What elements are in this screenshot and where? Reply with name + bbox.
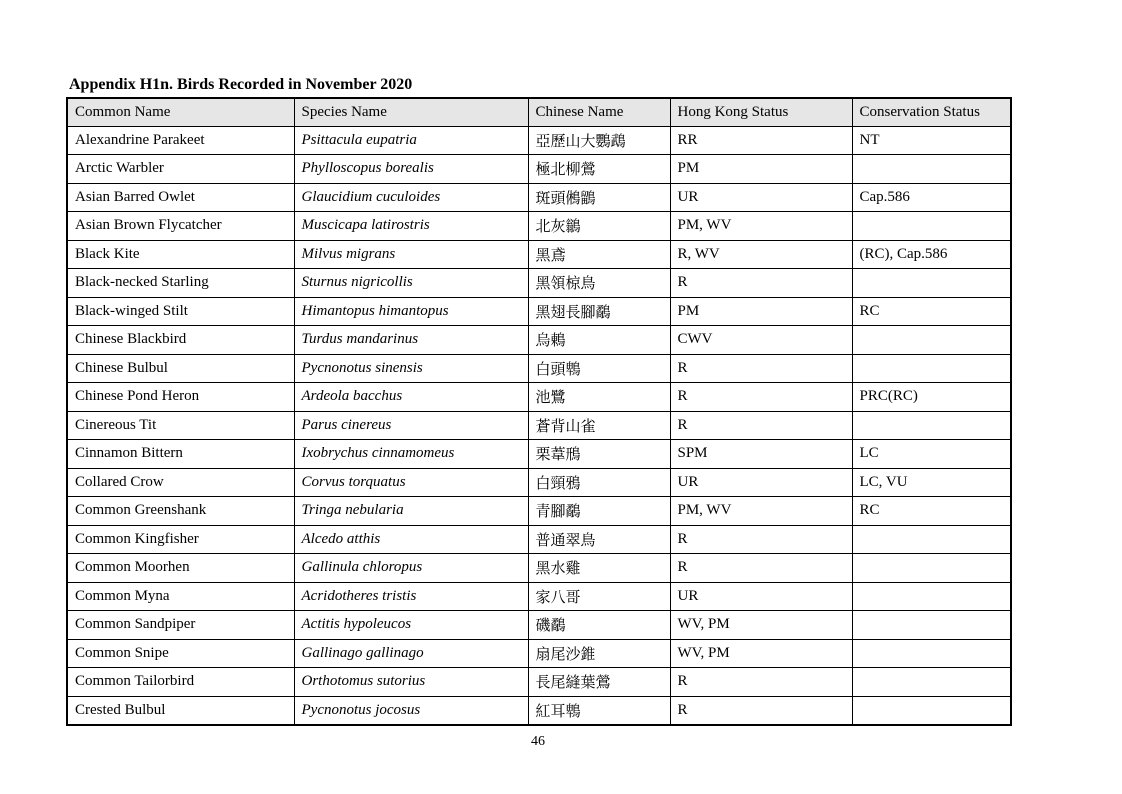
hk-status-cell: PM, WV — [670, 212, 852, 241]
chinese-name-cell: 白頭鵯 — [528, 354, 670, 383]
table-row — [67, 269, 1011, 298]
column-header-species-name: Species Name — [294, 98, 528, 127]
table-row — [67, 582, 1011, 611]
common-name-cell: Common Sandpiper — [67, 611, 294, 640]
column-header-common-name: Common Name — [67, 98, 294, 127]
hk-status-cell: R — [670, 411, 852, 440]
species-name-cell: Pycnonotus jocosus — [294, 696, 528, 725]
column-header-hong-kong-status: Hong Kong Status — [670, 98, 852, 127]
hk-status-cell: R — [670, 554, 852, 583]
hk-status-cell: PM — [670, 297, 852, 326]
hk-status-cell: R, WV — [670, 240, 852, 269]
common-name-cell: Asian Brown Flycatcher — [67, 212, 294, 241]
common-name-cell: Cinereous Tit — [67, 411, 294, 440]
chinese-name-cell: 黑領椋鳥 — [528, 269, 670, 298]
conservation-status-cell: LC — [852, 440, 1011, 469]
species-name-cell: Himantopus himantopus — [294, 297, 528, 326]
conservation-status-cell — [852, 411, 1011, 440]
document-page — [66, 76, 1010, 750]
table-row — [67, 639, 1011, 668]
species-name-cell: Tringa nebularia — [294, 497, 528, 526]
chinese-name-cell: 磯鷸 — [528, 611, 670, 640]
page-title: Appendix H1n. Birds Recorded in November 2020 — [69, 76, 413, 93]
conservation-status-cell — [852, 611, 1011, 640]
species-name-cell: Psittacula eupatria — [294, 126, 528, 155]
conservation-status-cell — [852, 525, 1011, 554]
conservation-status-cell: RC — [852, 297, 1011, 326]
hk-status-cell: SPM — [670, 440, 852, 469]
common-name-cell: Chinese Bulbul — [67, 354, 294, 383]
conservation-status-cell — [852, 582, 1011, 611]
species-name-cell: Gallinula chloropus — [294, 554, 528, 583]
species-name-cell: Acridotheres tristis — [294, 582, 528, 611]
common-name-cell: Common Snipe — [67, 639, 294, 668]
conservation-status-cell: PRC(RC) — [852, 383, 1011, 412]
hk-status-cell: CWV — [670, 326, 852, 355]
table-row — [67, 155, 1011, 184]
hk-status-cell: PM, WV — [670, 497, 852, 526]
hk-status-cell: RR — [670, 126, 852, 155]
hk-status-cell: WV, PM — [670, 611, 852, 640]
species-name-cell: Alcedo atthis — [294, 525, 528, 554]
conservation-status-cell — [852, 155, 1011, 184]
common-name-cell: Black Kite — [67, 240, 294, 269]
hk-status-cell: R — [670, 525, 852, 554]
species-name-cell: Ixobrychus cinnamomeus — [294, 440, 528, 469]
chinese-name-cell: 紅耳鵯 — [528, 696, 670, 725]
column-header-conservation-status: Conservation Status — [852, 98, 1011, 127]
conservation-status-cell — [852, 212, 1011, 241]
chinese-name-cell: 烏鶇 — [528, 326, 670, 355]
species-name-cell: Turdus mandarinus — [294, 326, 528, 355]
chinese-name-cell: 蒼背山雀 — [528, 411, 670, 440]
chinese-name-cell: 栗葦鳽 — [528, 440, 670, 469]
table-row — [67, 525, 1011, 554]
hk-status-cell: WV, PM — [670, 639, 852, 668]
chinese-name-cell: 黑水雞 — [528, 554, 670, 583]
table-row — [67, 383, 1011, 412]
species-name-cell: Actitis hypoleucos — [294, 611, 528, 640]
common-name-cell: Common Kingfisher — [67, 525, 294, 554]
conservation-status-cell — [852, 554, 1011, 583]
common-name-cell: Chinese Pond Heron — [67, 383, 294, 412]
hk-status-cell: PM — [670, 155, 852, 184]
common-name-cell: Crested Bulbul — [67, 696, 294, 725]
chinese-name-cell: 北灰鶲 — [528, 212, 670, 241]
chinese-name-cell: 亞歷山大鸚鵡 — [528, 126, 670, 155]
chinese-name-cell: 長尾縫葉鶯 — [528, 668, 670, 697]
table-row — [67, 554, 1011, 583]
birds-table-body — [67, 126, 1011, 725]
hk-status-cell: UR — [670, 468, 852, 497]
table-row — [67, 611, 1011, 640]
chinese-name-cell: 青腳鷸 — [528, 497, 670, 526]
table-row — [67, 696, 1011, 725]
species-name-cell: Milvus migrans — [294, 240, 528, 269]
hk-status-cell: UR — [670, 183, 852, 212]
common-name-cell: Arctic Warbler — [67, 155, 294, 184]
table-header-row — [67, 98, 1011, 127]
common-name-cell: Alexandrine Parakeet — [67, 126, 294, 155]
birds-table — [66, 97, 1012, 727]
conservation-status-cell — [852, 326, 1011, 355]
species-name-cell: Orthotomus sutorius — [294, 668, 528, 697]
chinese-name-cell: 池鷺 — [528, 383, 670, 412]
chinese-name-cell: 家八哥 — [528, 582, 670, 611]
chinese-name-cell: 斑頭鵂鶹 — [528, 183, 670, 212]
table-row — [67, 411, 1011, 440]
table-row — [67, 183, 1011, 212]
conservation-status-cell — [852, 354, 1011, 383]
common-name-cell: Chinese Blackbird — [67, 326, 294, 355]
species-name-cell: Sturnus nigricollis — [294, 269, 528, 298]
species-name-cell: Corvus torquatus — [294, 468, 528, 497]
species-name-cell: Pycnonotus sinensis — [294, 354, 528, 383]
conservation-status-cell: (RC), Cap.586 — [852, 240, 1011, 269]
table-row — [67, 497, 1011, 526]
conservation-status-cell — [852, 668, 1011, 697]
species-name-cell: Muscicapa latirostris — [294, 212, 528, 241]
conservation-status-cell: NT — [852, 126, 1011, 155]
species-name-cell: Phylloscopus borealis — [294, 155, 528, 184]
table-row — [67, 326, 1011, 355]
conservation-status-cell — [852, 696, 1011, 725]
conservation-status-cell — [852, 269, 1011, 298]
conservation-status-cell: Cap.586 — [852, 183, 1011, 212]
common-name-cell: Common Moorhen — [67, 554, 294, 583]
hk-status-cell: R — [670, 696, 852, 725]
common-name-cell: Common Myna — [67, 582, 294, 611]
chinese-name-cell: 普通翠鳥 — [528, 525, 670, 554]
table-row — [67, 126, 1011, 155]
common-name-cell: Common Greenshank — [67, 497, 294, 526]
species-name-cell: Parus cinereus — [294, 411, 528, 440]
common-name-cell: Asian Barred Owlet — [67, 183, 294, 212]
species-name-cell: Ardeola bacchus — [294, 383, 528, 412]
chinese-name-cell: 極北柳鶯 — [528, 155, 670, 184]
common-name-cell: Black-winged Stilt — [67, 297, 294, 326]
hk-status-cell: UR — [670, 582, 852, 611]
hk-status-cell: R — [670, 354, 852, 383]
column-header-chinese-name: Chinese Name — [528, 98, 670, 127]
hk-status-cell: R — [670, 668, 852, 697]
table-row — [67, 440, 1011, 469]
table-row — [67, 297, 1011, 326]
common-name-cell: Common Tailorbird — [67, 668, 294, 697]
chinese-name-cell: 扇尾沙錐 — [528, 639, 670, 668]
chinese-name-cell: 白頸鴉 — [528, 468, 670, 497]
hk-status-cell: R — [670, 269, 852, 298]
common-name-cell: Collared Crow — [67, 468, 294, 497]
conservation-status-cell: RC — [852, 497, 1011, 526]
hk-status-cell: R — [670, 383, 852, 412]
species-name-cell: Glaucidium cuculoides — [294, 183, 528, 212]
chinese-name-cell: 黑鳶 — [528, 240, 670, 269]
common-name-cell: Cinnamon Bittern — [67, 440, 294, 469]
table-row — [67, 468, 1011, 497]
table-row — [67, 212, 1011, 241]
conservation-status-cell: LC, VU — [852, 468, 1011, 497]
common-name-cell: Black-necked Starling — [67, 269, 294, 298]
page-number: 46 — [531, 734, 545, 750]
table-row — [67, 240, 1011, 269]
table-row — [67, 668, 1011, 697]
species-name-cell: Gallinago gallinago — [294, 639, 528, 668]
chinese-name-cell: 黑翅長腳鷸 — [528, 297, 670, 326]
table-row — [67, 354, 1011, 383]
conservation-status-cell — [852, 639, 1011, 668]
